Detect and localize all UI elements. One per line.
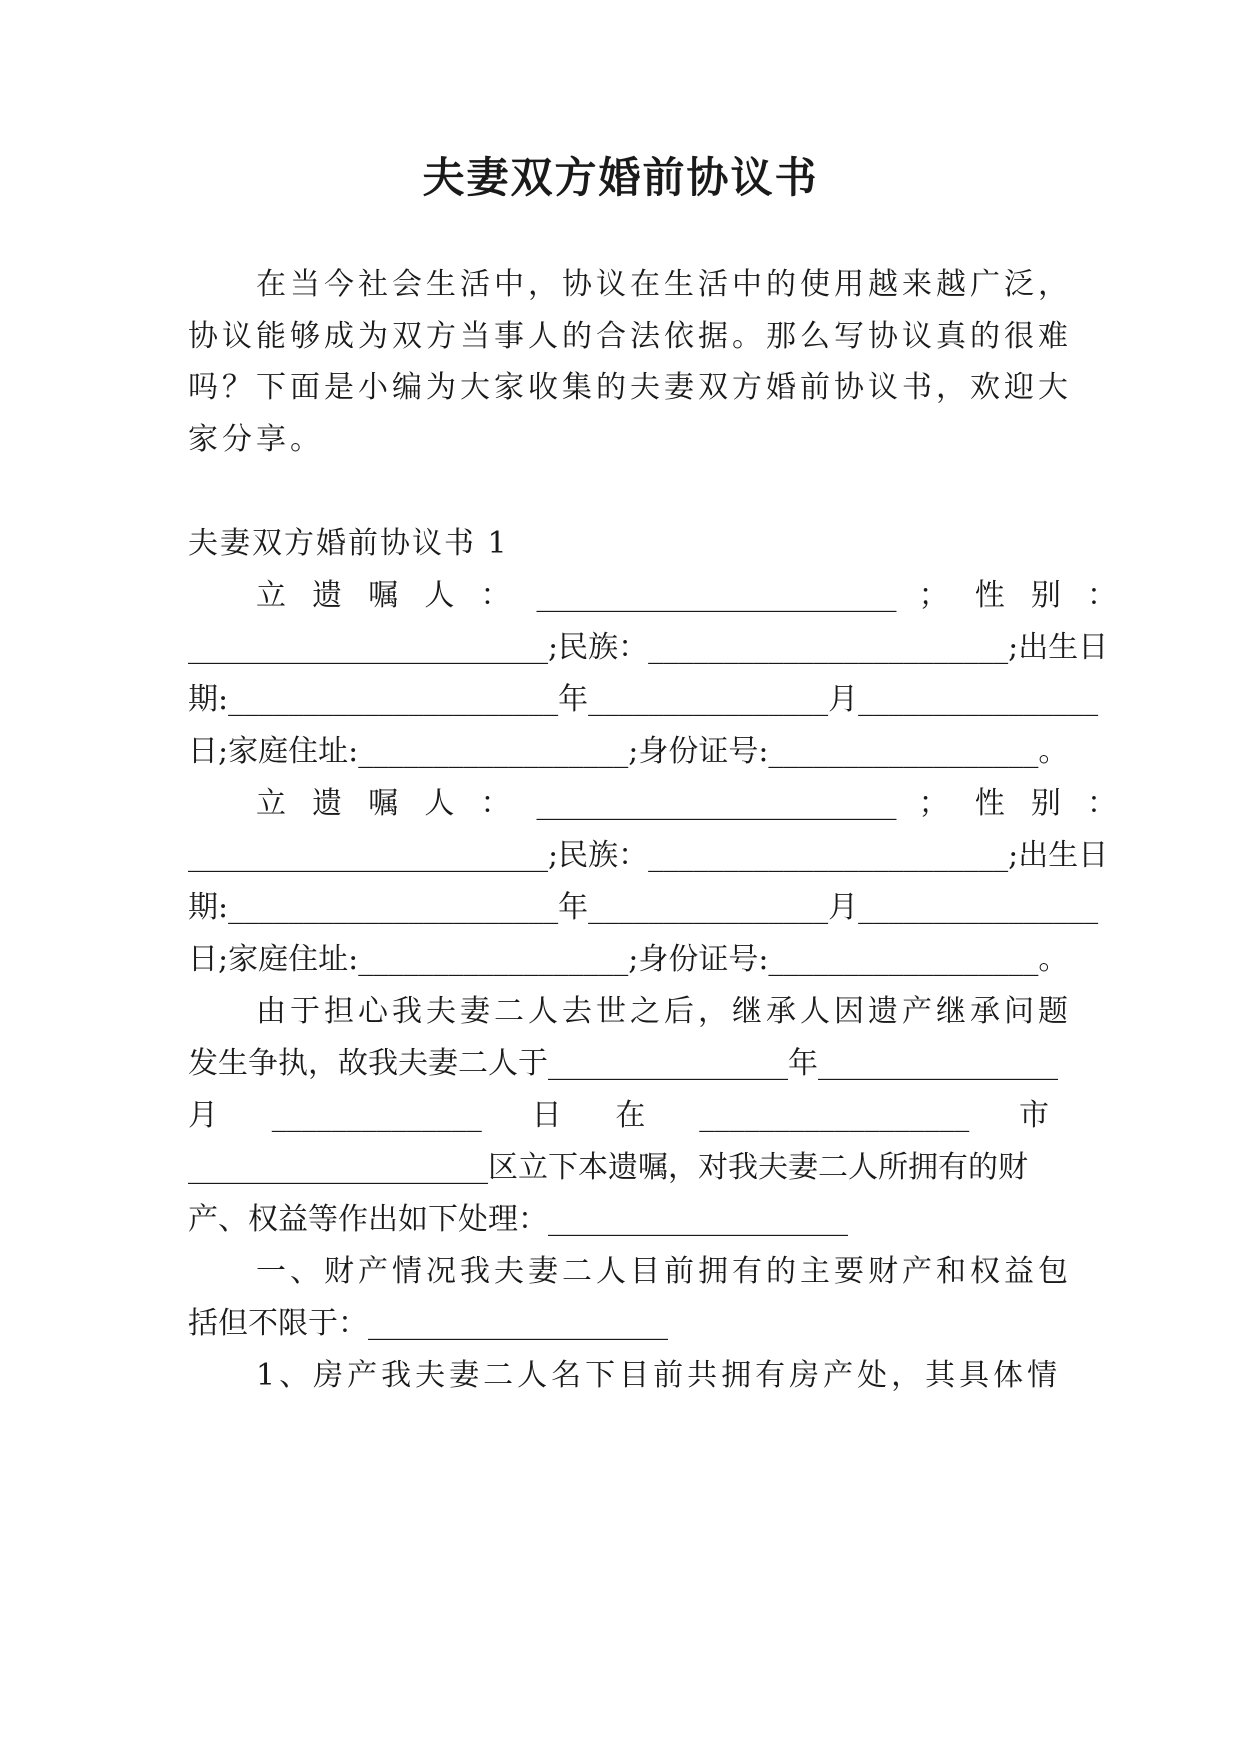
field-label-char: 人 (424, 786, 459, 821)
field-label-char: 性 (974, 578, 1009, 613)
body-line: 括但不限于：____________________ (188, 1306, 668, 1341)
body-line: 一、财产情况我夫妻二人目前拥有的主要财产和权益包 (256, 1254, 1072, 1289)
blank-line: ________________________ (536, 786, 897, 821)
testator-field-line: ________________________;民族：________________________;出生日 (188, 838, 1109, 873)
field-label-char: ： (480, 786, 515, 821)
intro-line: 协议能够成为双方当事人的合法依据。那么写协议真的很难 (188, 319, 1072, 354)
body-line (188, 1096, 1053, 1136)
body-word: 市 (1018, 1098, 1053, 1133)
body-line: 1、房产我夫妻二人名下目前共拥有房产处，其具体情 (256, 1358, 1062, 1393)
field-label-char: 嘱 (368, 786, 403, 821)
field-label-char: ： (1086, 786, 1121, 821)
field-label-char: 性 (974, 786, 1009, 821)
field-label-char: ； (918, 786, 953, 821)
field-label-char: 别 (1030, 786, 1065, 821)
blank-line: ________________________ (536, 578, 897, 613)
body-word: 日 (531, 1098, 566, 1133)
field-label-char: 立 (256, 786, 290, 821)
blank-line: ______________ (271, 1098, 482, 1133)
field-label-char: ； (918, 578, 953, 613)
testator-field-line: 日;家庭住址:__________________;身份证号:__________________。 (188, 942, 1069, 977)
testator-field-line (188, 784, 1121, 824)
testator-field-line: 日;家庭住址:__________________;身份证号:__________________。 (188, 734, 1069, 769)
intro-line: 在当今社会生活中，协议在生活中的使用越来越广泛， (256, 267, 1072, 302)
body-line: 发生争执，故我夫妻二人于________________年________________ (188, 1046, 1058, 1081)
field-label-char: ： (1086, 578, 1121, 613)
intro-line: 吗？下面是小编为大家收集的夫妻双方婚前协议书，欢迎大 (188, 370, 1072, 405)
body-word: 月 (188, 1098, 222, 1133)
document-title: 夫妻双方婚前协议书 (422, 153, 819, 202)
section-heading: 夫妻双方婚前协议书 1 (188, 526, 509, 561)
field-label-char: ： (480, 578, 515, 613)
field-label-char: 人 (424, 578, 459, 613)
testator-field-line: ________________________;民族：________________________;出生日 (188, 630, 1109, 665)
field-label-char: 遗 (312, 578, 347, 613)
field-label-char: 遗 (312, 786, 347, 821)
testator-field-line (188, 576, 1121, 616)
testator-field-line: 期:______________________年________________月________________ (188, 682, 1099, 717)
testator-field-line: 期:______________________年________________月________________ (188, 890, 1099, 925)
body-word: 在 (615, 1098, 650, 1133)
field-label-char: 嘱 (368, 578, 403, 613)
field-label-char: 别 (1030, 578, 1065, 613)
body-line: 产、权益等作出如下处理：____________________ (188, 1202, 848, 1237)
body-line: ____________________区立下本遗嘱，对我夫妻二人所拥有的财 (188, 1150, 1028, 1185)
field-label-char: 立 (256, 578, 290, 613)
intro-line: 家分享。 (188, 422, 324, 457)
body-line: 由于担心我夫妻二人去世之后，继承人因遗产继承问题 (256, 994, 1072, 1029)
blank-line: __________________ (699, 1098, 970, 1133)
